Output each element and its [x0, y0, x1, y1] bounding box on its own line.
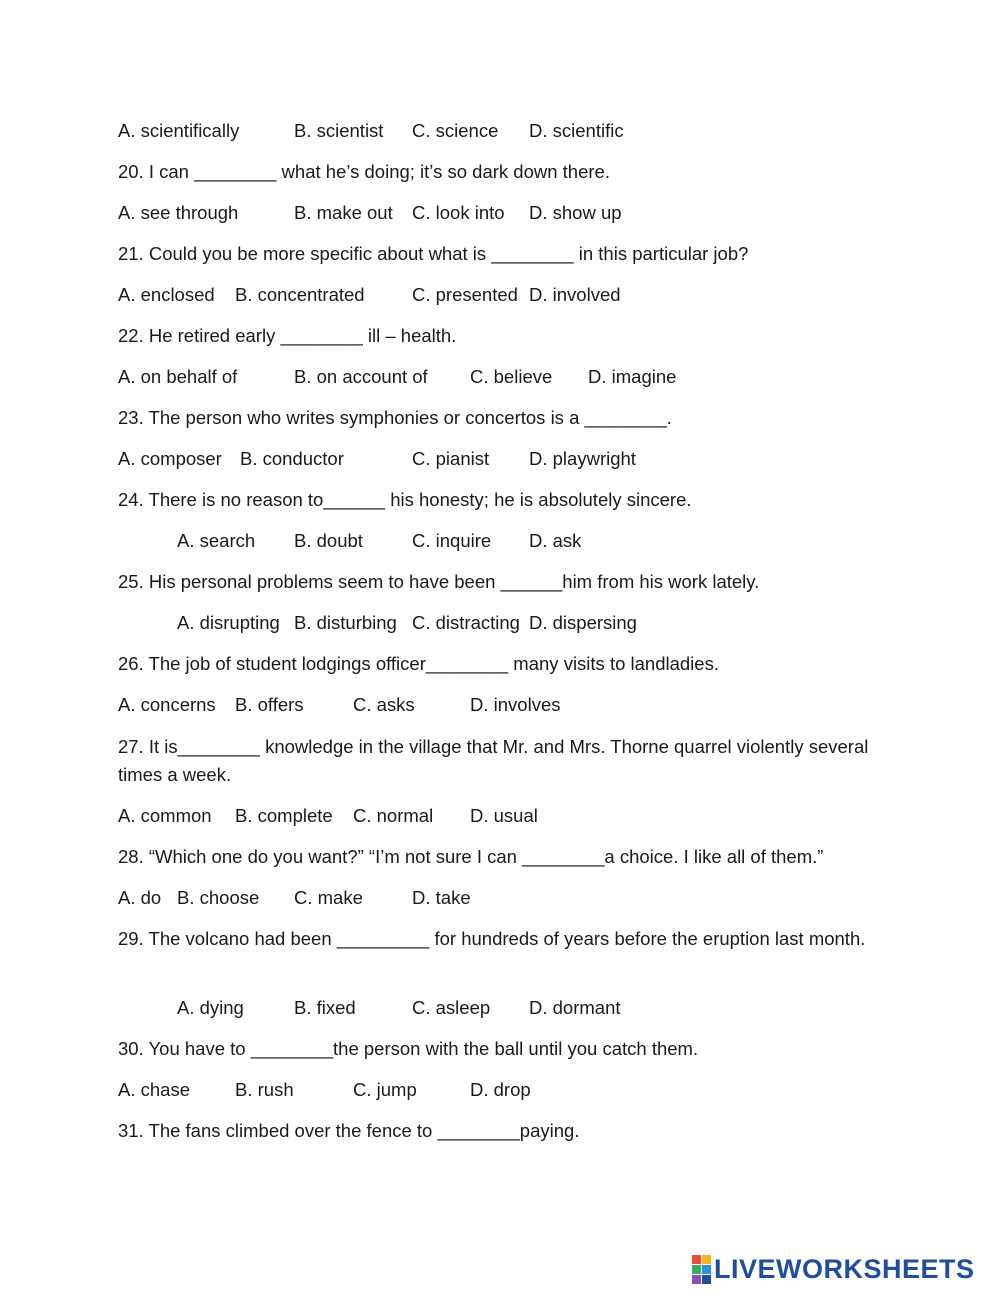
option: B. fixed [294, 997, 356, 1018]
option: C. normal [353, 805, 434, 826]
option: B. doubt [294, 530, 363, 551]
option: D. take [412, 887, 471, 908]
option: D. imagine [588, 366, 677, 387]
option: C. believe [470, 366, 553, 387]
option: A. search [177, 530, 256, 551]
option: C. look into [412, 202, 505, 223]
option: B. offers [235, 694, 304, 715]
option: C. presented [412, 284, 518, 305]
option: C. science [412, 120, 499, 141]
option: D. dormant [529, 997, 621, 1018]
option: C. inquire [412, 530, 492, 551]
question-27: 27. It is________ knowledge in the village that Mr. and Mrs. Thorne quarrel violently several times a week. [118, 736, 869, 785]
option: C. asks [353, 694, 415, 715]
question-28: 28. “Which one do you want?” “I’m not sure I can ________a choice. I like all of them.” [118, 846, 824, 867]
option: A. see through [118, 202, 239, 223]
liveworksheets-logo [692, 1254, 975, 1284]
option: D. scientific [529, 120, 624, 141]
option: D. drop [470, 1079, 531, 1100]
option: B. concentrated [235, 284, 365, 305]
question-30: 30. You have to ________the person with the ball until you catch them. [118, 1038, 699, 1059]
question-26: 26. The job of student lodgings officer________ many visits to landladies. [118, 653, 719, 674]
question-21: 21. Could you be more specific about what is ________ in this particular job? [118, 243, 749, 264]
option: A. concerns [118, 694, 216, 715]
question-29: 29. The volcano had been _________ for hundreds of years before the eruption last month. [118, 928, 866, 949]
option: D. involves [470, 694, 561, 715]
option: B. scientist [294, 120, 384, 141]
option: C. make [294, 887, 363, 908]
option: B. rush [235, 1079, 294, 1100]
option: B. complete [235, 805, 333, 826]
option: D. involved [529, 284, 621, 305]
option: C. pianist [412, 448, 490, 469]
question-25: 25. His personal problems seem to have been ______him from his work lately. [118, 571, 760, 592]
option: B. conductor [240, 448, 344, 469]
option: A. common [118, 805, 212, 826]
option: D. show up [529, 202, 622, 223]
option: D. usual [470, 805, 538, 826]
option: A. scientifically [118, 120, 240, 141]
option: B. make out [294, 202, 393, 223]
option: D. playwright [529, 448, 636, 469]
option: A. dying [177, 997, 244, 1018]
option: A. disrupting [177, 612, 280, 633]
question-31: 31. The fans climbed over the fence to ________paying. [118, 1120, 580, 1141]
option: C. jump [353, 1079, 417, 1100]
option: C. asleep [412, 997, 491, 1018]
logo-text: LIVEWORKSHEETS [714, 1254, 975, 1284]
option: A. chase [118, 1079, 190, 1100]
option: A. on behalf of [118, 366, 238, 387]
liveworksheets-logo-icon [692, 1255, 711, 1284]
option: D. ask [529, 530, 582, 551]
question-22: 22. He retired early ________ ill – health. [118, 325, 457, 346]
question-20: 20. I can ________ what he’s doing; it’s so dark down there. [118, 161, 610, 182]
option: A. enclosed [118, 284, 215, 305]
option: C. distracting [412, 612, 520, 633]
option: A. do [118, 887, 162, 908]
option: A. composer [118, 448, 222, 469]
question-24: 24. There is no reason to______ his honesty; he is absolutely sincere. [118, 489, 692, 510]
option: D. dispersing [529, 612, 637, 633]
question-23: 23. The person who writes symphonies or concertos is a ________. [118, 407, 672, 428]
option: B. disturbing [294, 612, 397, 633]
option: B. choose [177, 887, 260, 908]
option: B. on account of [294, 366, 428, 387]
